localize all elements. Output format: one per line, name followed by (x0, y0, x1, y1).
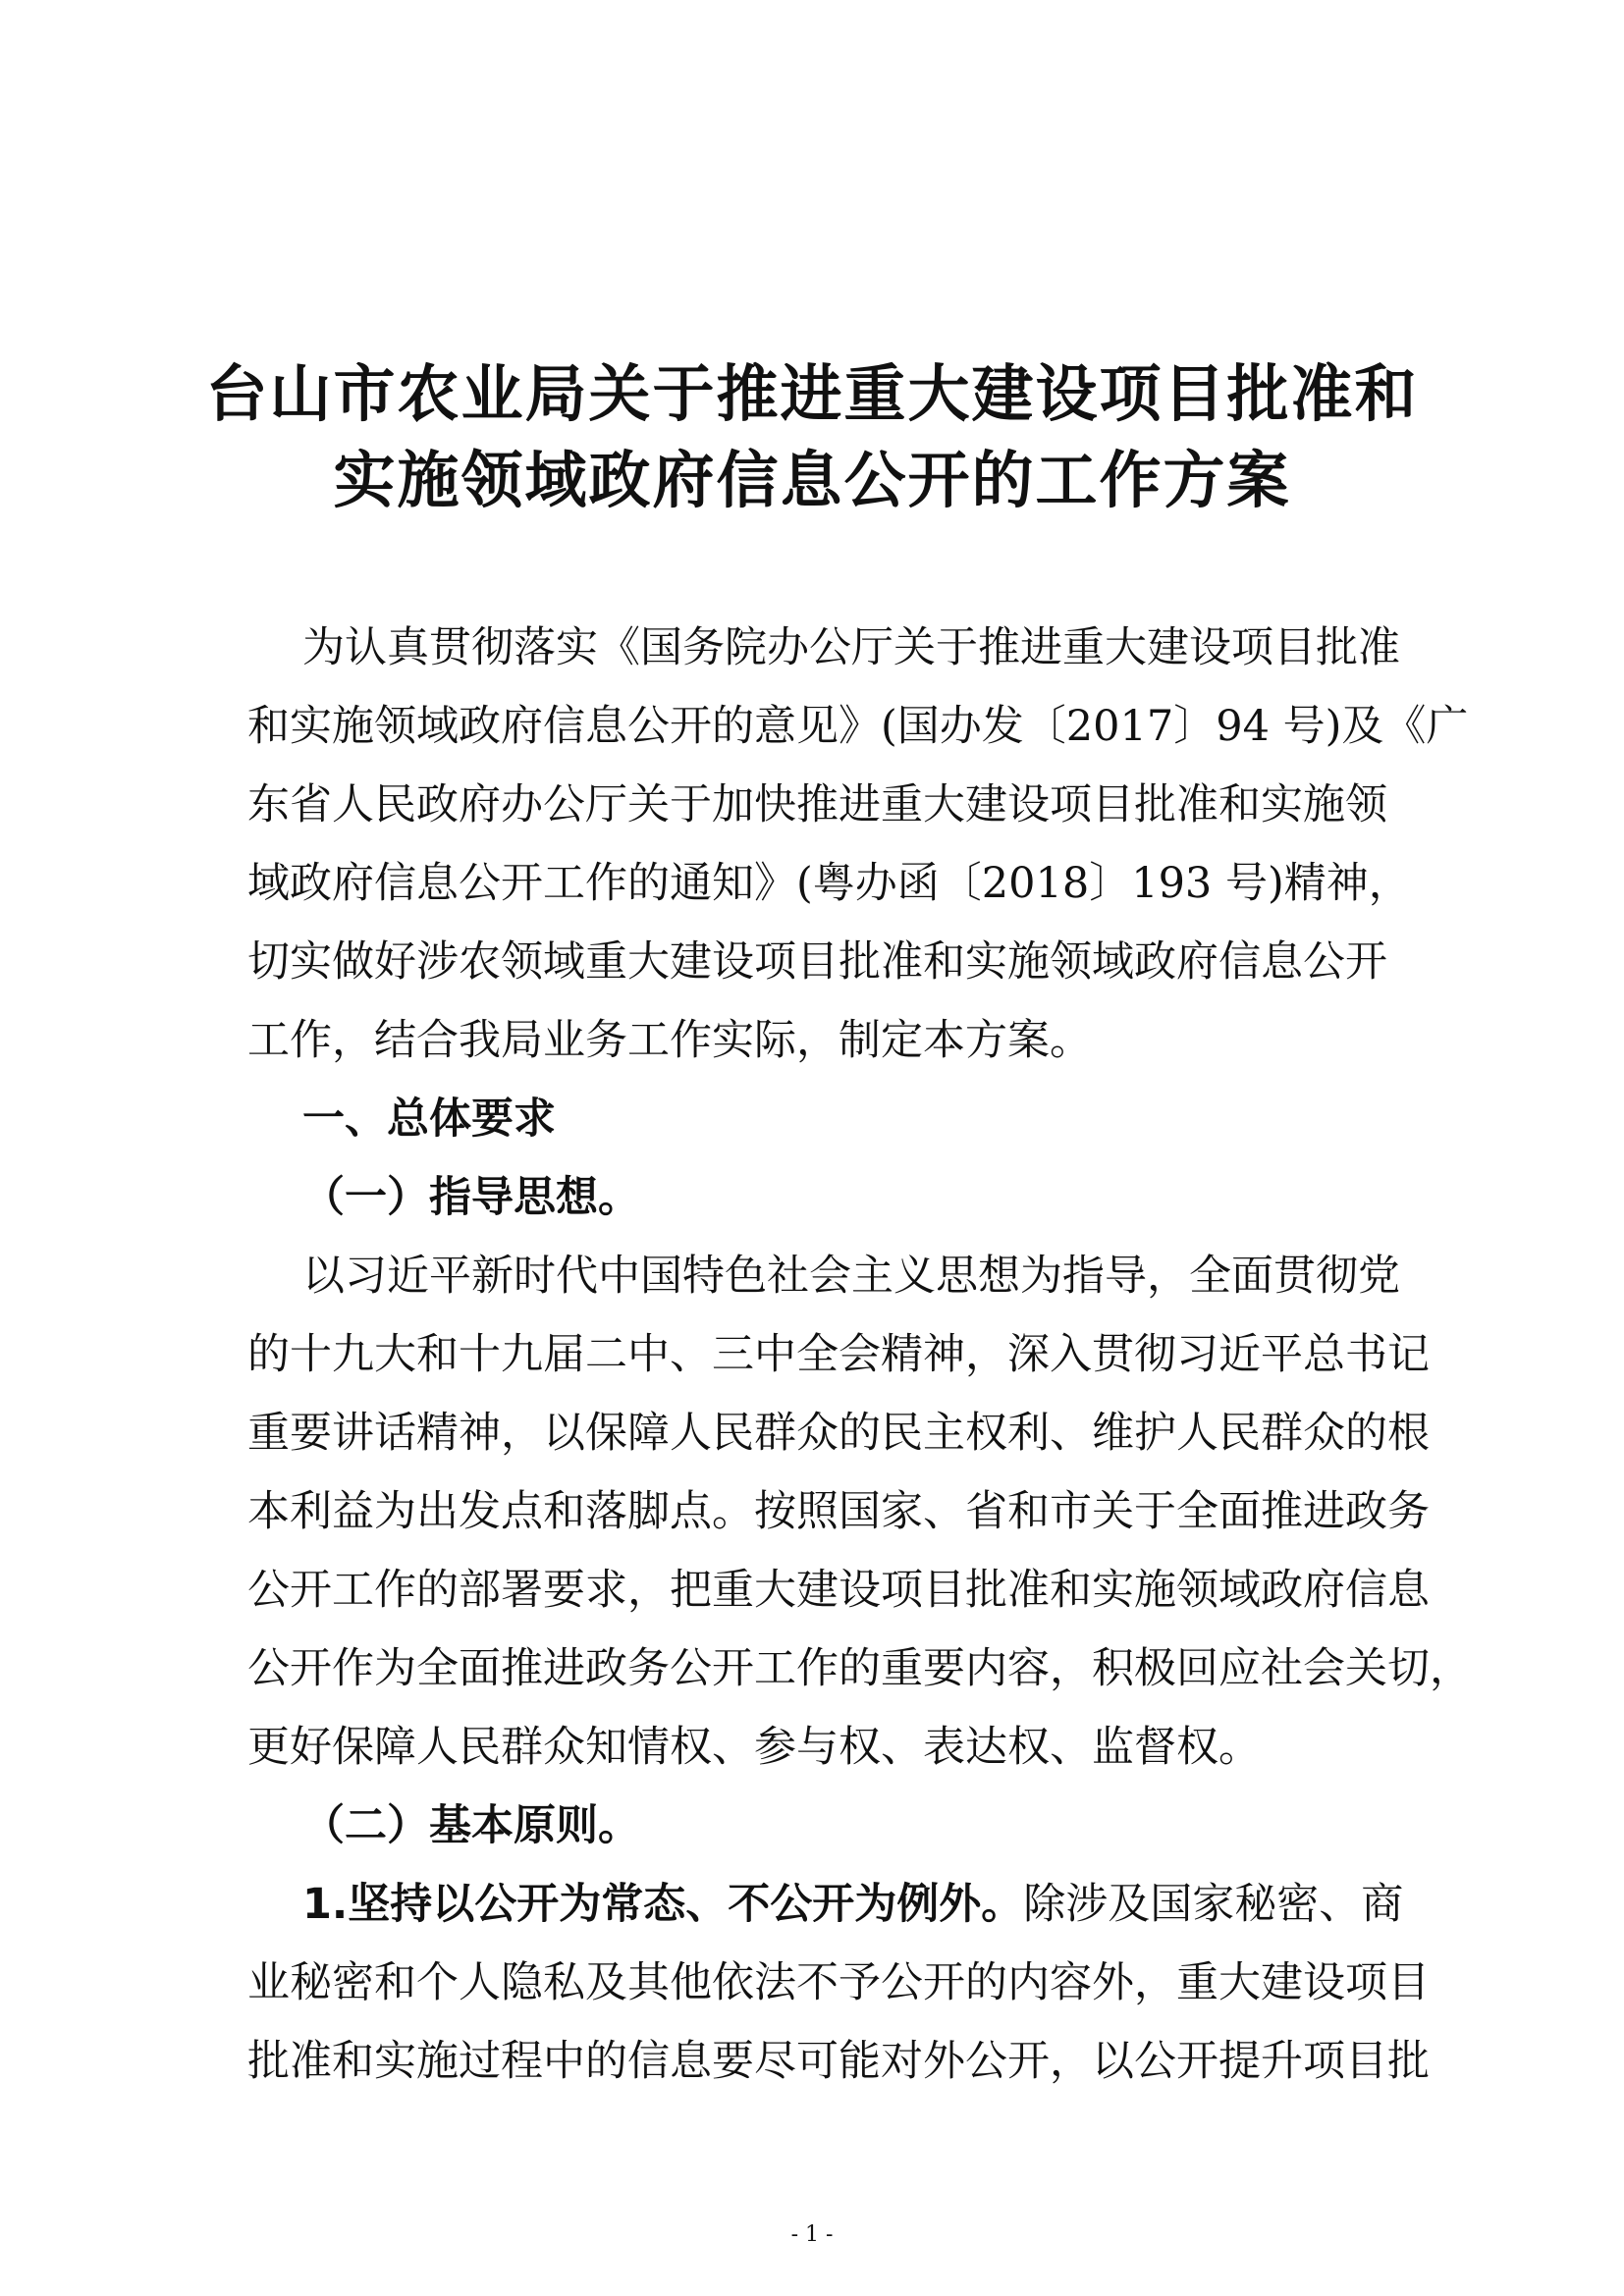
page-number: - 1 - (790, 2222, 834, 2247)
intro-line-2: 和实施领域政府信息公开的意见》(国办发〔2017〕94 号)及《广 (247, 702, 1469, 751)
principle-line-3: 批准和实施过程中的信息要尽可能对外公开，以公开提升项目批 (247, 2037, 1430, 2086)
intro-line-1: 为认真贯彻落实《国务院办公厅关于推进重大建设项目批准 (302, 623, 1400, 672)
guiding-line-5: 公开工作的部署要求，把重大建设项目批准和实施领域政府信息 (247, 1566, 1430, 1615)
principle-1-line (302, 1875, 1481, 1934)
intro-line-4: 域政府信息公开工作的通知》(粤办函〔2018〕193 号)精神， (247, 859, 1411, 908)
subsection-1-heading: （一）指导思想。 (302, 1173, 640, 1222)
document-title-line-1: 台山市农业局关于推进重大建设项目批准和 (205, 358, 1419, 430)
guiding-line-4: 本利益为出发点和落脚点。按照国家、省和市关于全面推进政务 (247, 1487, 1430, 1536)
guiding-line-6: 公开作为全面推进政务公开工作的重要内容，积极回应社会关切， (247, 1644, 1472, 1693)
intro-line-6: 工作，结合我局业务工作实际，制定本方案。 (247, 1016, 1092, 1065)
intro-line-5: 切实做好涉农领域重大建设项目批准和实施领域政府信息公开 (247, 937, 1387, 987)
principle-1-text: 除涉及国家秘密、商 (1023, 1880, 1404, 1929)
principle-line-2: 业秘密和个人隐私及其他依法不予公开的内容外，重大建设项目 (247, 1958, 1430, 2007)
section-1-heading: 一、总体要求 (302, 1095, 556, 1144)
principle-1-title: 1.坚持以公开为常态、不公开为例外。 (302, 1880, 1024, 1929)
guiding-line-2: 的十九大和十九届二中、三中全会精神，深入贯彻习近平总书记 (247, 1330, 1430, 1379)
guiding-line-3: 重要讲话精神，以保障人民群众的民主权利、维护人民群众的根 (247, 1409, 1430, 1458)
subsection-2-heading: （二）基本原则。 (302, 1801, 640, 1850)
guiding-line-7: 更好保障人民群众知情权、参与权、表达权、监督权。 (247, 1723, 1261, 1772)
guiding-line-1: 以习近平新时代中国特色社会主义思想为指导，全面贯彻党 (302, 1252, 1400, 1301)
intro-line-3: 东省人民政府办公厅关于加快推进重大建设项目批准和实施领 (247, 780, 1387, 829)
document-title-line-2: 实施领域政府信息公开的工作方案 (333, 445, 1291, 516)
